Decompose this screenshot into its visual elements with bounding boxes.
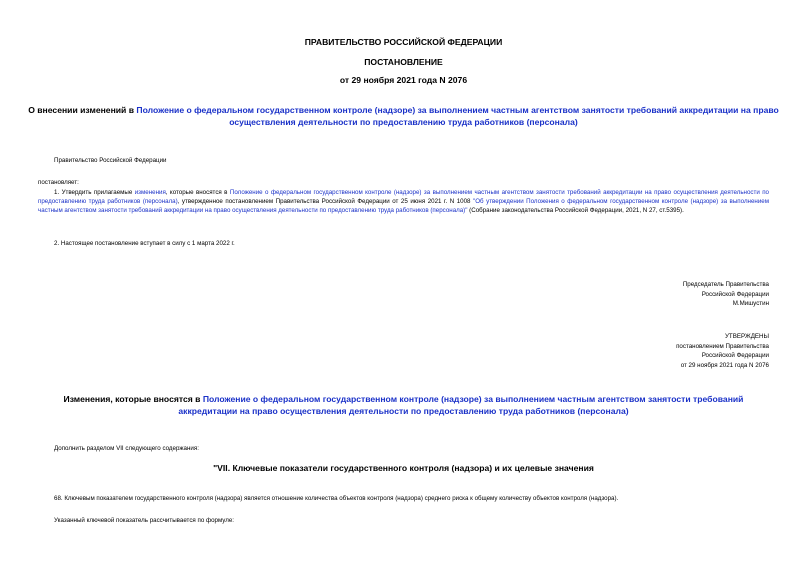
item-2-paragraph: 2. Настоящее постановление вступает в силу с 1 марта 2022 г.	[54, 240, 235, 247]
regulation-link-2[interactable]: Положение о федеральном государственном контроле (надзоре) за выполнением частным агентством занятости требований аккредитации на право осуществления деятельности по предоставлению труда работников (персонала)	[38, 189, 769, 206]
document-date: от 29 ноября 2021 года N 2076	[339, 75, 468, 85]
issuer-text: Правительство Российской Федерации	[54, 157, 167, 164]
approval-line-2: постановлением Правительства	[676, 342, 769, 350]
signature-country: Российской Федерации	[701, 290, 769, 298]
signature-block	[683, 280, 769, 309]
item-1-part-2: , которые вносятся в	[165, 189, 230, 196]
changes-regulation-link[interactable]: Положение о федеральном государственном контроле (надзоре) за выполнением частным агентством занятости требований аккредитации на право осуществления деятельности по предоставлению труда работников (персонала)	[178, 394, 744, 416]
decree-1008-link[interactable]: "Об утверждении Положения о федеральном государственном контроле (надзоре) за выполнением частным агентством занятости требований аккредитации на право осуществления деятельности по предоставлению труда работников (персонала)"	[38, 198, 769, 215]
changes-title-prefix: Изменения, которые вносятся в	[63, 394, 203, 404]
government-heading: ПРАВИТЕЛЬСТВО РОССИЙСКОЙ ФЕДЕРАЦИИ	[304, 37, 503, 47]
item-1-part-1: 1. Утвердить прилагаемые	[54, 189, 135, 196]
document-type: ПОСТАНОВЛЕНИЕ	[364, 57, 443, 67]
resolves-text: постановляет:	[38, 179, 79, 186]
signature-title: Председатель Правительства	[682, 281, 769, 288]
supplement-text: Дополнить разделом VII следующего содержания:	[54, 445, 199, 452]
approval-heading: УТВЕРЖДЕНЫ	[725, 333, 769, 340]
title-prefix: О внесении изменений в	[28, 105, 137, 115]
approval-line-3: Российской Федерации	[701, 352, 769, 360]
item-1-part-3: , утвержденное постановлением Правительства Российской Федерации от 25 июня 2021 г. N 1008	[177, 198, 474, 206]
item-1-paragraph	[38, 188, 769, 216]
approval-date: от 29 ноября 2021 года N 2076	[680, 361, 769, 369]
regulation-link[interactable]: Положение о федеральном государственном контроле (надзоре) за выполнением частным агентством занятости требований аккредитации на право осуществления деятельности по предоставлению труда работников (персонала)	[136, 105, 779, 127]
document-title	[20, 104, 787, 128]
signature-name: М.Мишустин	[732, 300, 769, 308]
item-1-part-4: (Собрание законодательства Российской Федерации, 2021, N 27, ст.5395).	[467, 207, 684, 215]
changes-link[interactable]: изменения	[134, 189, 166, 196]
item-68-paragraph: 68. Ключевым показателем государственного контроля (надзора) является отношение количества объектов контроля (надзора) среднего риска к общему количеству объектов контроля (надзора).	[54, 495, 619, 502]
approval-block	[676, 332, 769, 370]
changes-title	[40, 393, 767, 417]
section-vii-heading: "VII. Ключевые показатели государственного контроля (надзора) и их целевые значения	[213, 463, 594, 473]
formula-intro: Указанный ключевой показатель рассчитывается по формуле:	[54, 517, 235, 524]
